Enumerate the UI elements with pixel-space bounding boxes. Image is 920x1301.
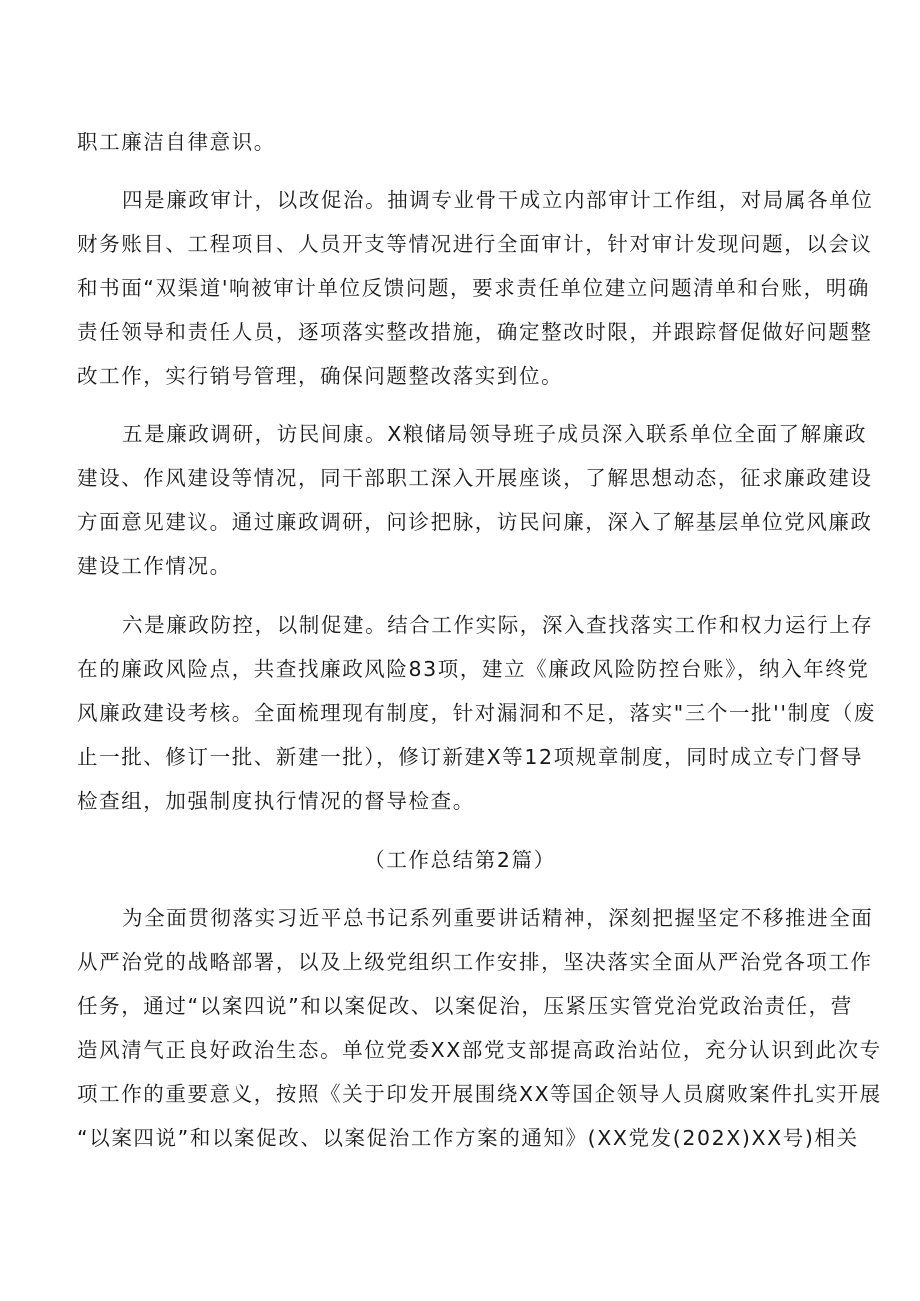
text-line: 五是廉政调研，访民间康。X粮储局领导班子成员深入联系单位全面了解廉政 bbox=[122, 422, 867, 446]
text-line: 为全面贯彻落实习近平总书记系列重要讲话精神，深刻把握坚定不移推进全面 bbox=[122, 906, 874, 930]
text-line: 建设、作风建设等情况，同干部职工深入开展座谈，了解思想动态，征求廉政建设 bbox=[77, 466, 873, 490]
text-line: 从严治党的战略部署，以及上级党组织工作安排，坚决落实全面从严治党各项工作 bbox=[77, 950, 873, 974]
text-line: 任务，通过“以案四说”和以案促改、以案促治，压紧压实管党治党政治责任，营 bbox=[77, 994, 853, 1018]
text-line: 四是廉政审计，以改促治。抽调专业骨干成立内部审计工作组，对局属各单位 bbox=[122, 188, 874, 212]
text-line: 职工廉洁自律意识。 bbox=[77, 130, 276, 154]
text-line: 建设工作情况。 bbox=[77, 554, 232, 578]
text-line: 止一批、修订一批、新建一批），修订新建X等12项规章制度，同时成立专门督导 bbox=[77, 745, 864, 769]
text-line: 风廉政建设考核。全面梳理现有制度，针对漏洞和不足，落实"三个一批''制度（废 bbox=[77, 701, 876, 725]
text-line: 六是廉政防控，以制促建。结合工作实际，深入查找落实工作和权力运行上存 bbox=[122, 613, 874, 637]
text-line: 项工作的重要意义，按照《关于印发开展围绕XX等国企领导人员腐败案件扎实开展 bbox=[77, 1082, 882, 1106]
text-line: 在的廉政风险点，共查找廉政风险83项，建立《廉政风险防控台账》，纳入年终党 bbox=[77, 657, 870, 681]
text-line: 方面意见建议。通过廉政调研，问诊把脉，访民问廉，深入了解基层单位党风廉政 bbox=[77, 510, 873, 534]
text-line: 财务账目、工程项目、人员开支等情况进行全面审计，针对审计发现问题，以会议 bbox=[77, 232, 873, 256]
text-line: 责任领导和责任人员，逐项落实整改措施，确定整改时限，并跟踪督促做好问题整 bbox=[77, 320, 873, 344]
section-heading: （工作总结第2篇） bbox=[364, 848, 556, 872]
text-line: 和书面“双渠道'响被审计单位反馈问题，要求责任单位建立问题清单和台账，明确 bbox=[77, 276, 870, 300]
text-line: 检查组，加强制度执行情况的督导检查。 bbox=[77, 789, 475, 813]
text-line: 造风清气正良好政治生态。单位党委XX部党支部提高政治站位，充分认识到此次专 bbox=[77, 1038, 882, 1062]
text-line: 改工作，实行销号管理，确保问题整改落实到位。 bbox=[77, 364, 564, 388]
text-line: “以案四说”和以案促改、以案促治工作方案的通知》(XX党发(202X)XX号)相关 bbox=[77, 1126, 859, 1150]
